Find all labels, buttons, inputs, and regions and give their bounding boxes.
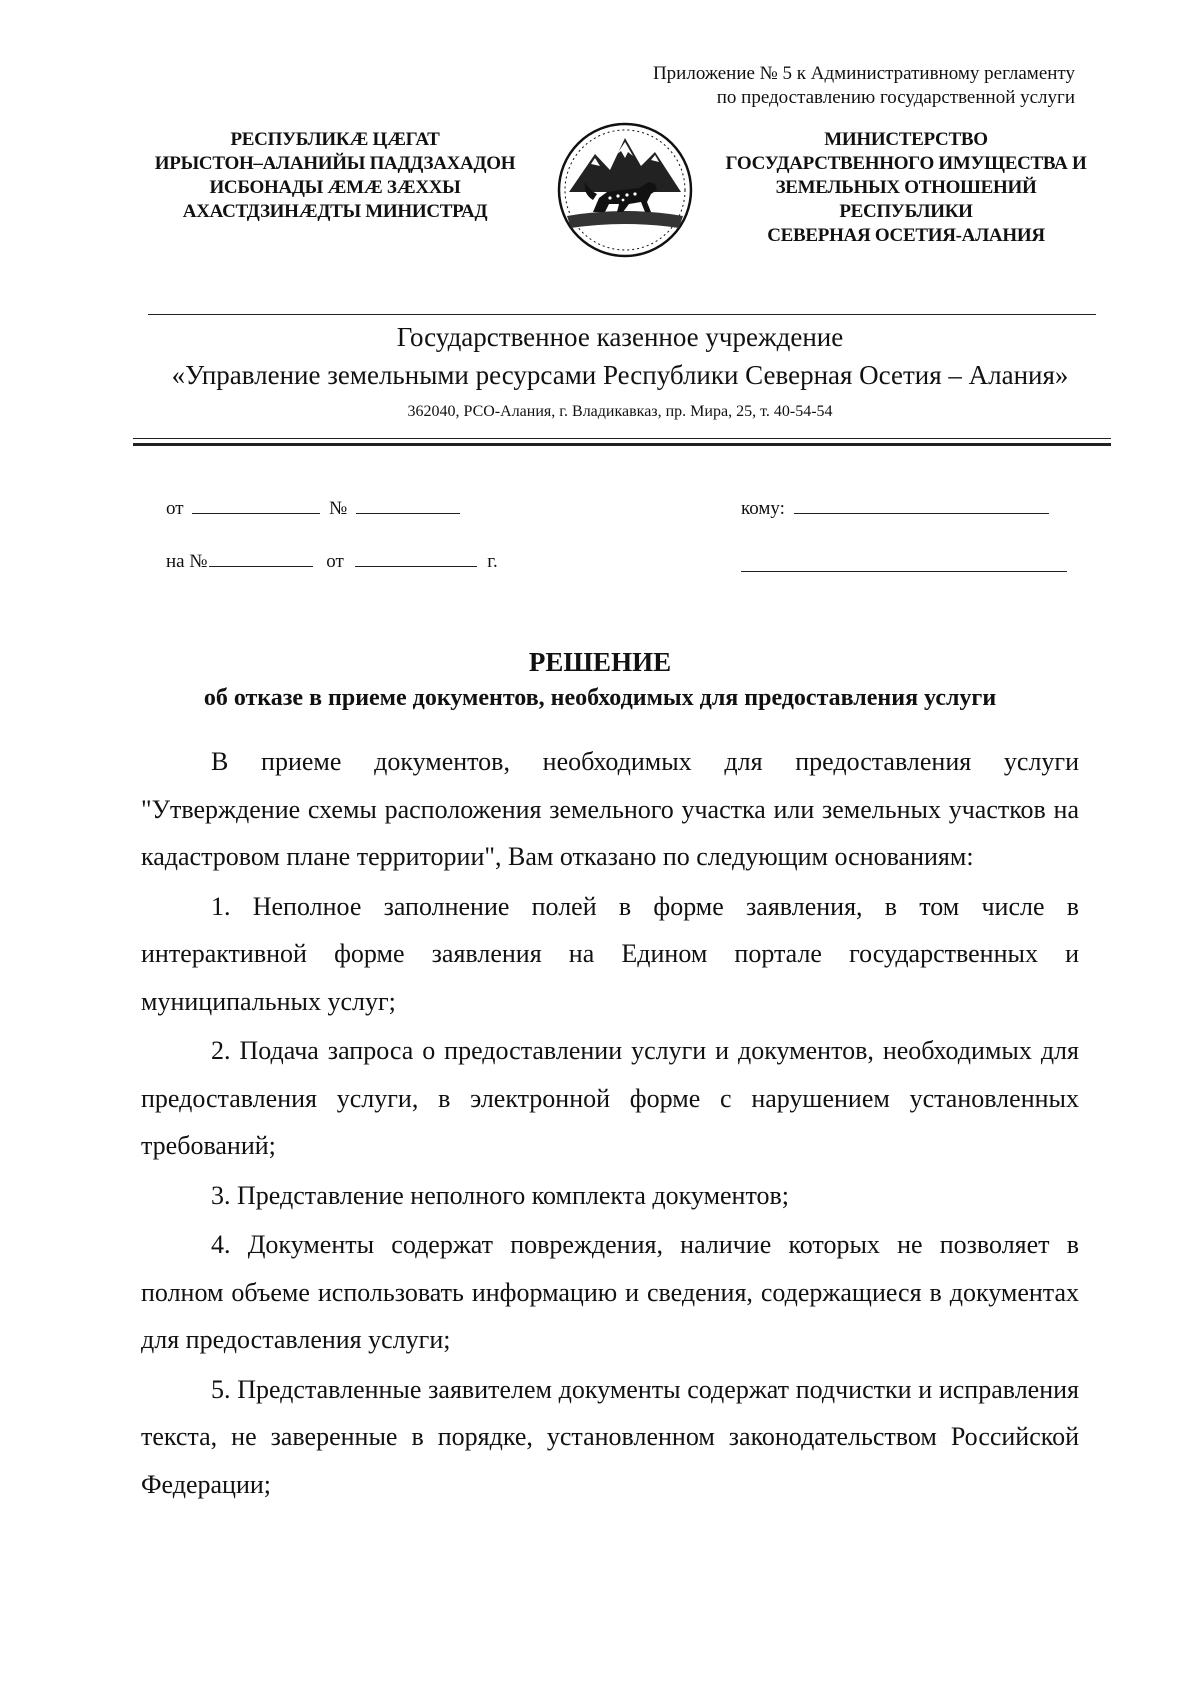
reference-row [166,548,498,575]
body-paragraph-item: 3. Представление неполного комплекта документов; [211,1180,789,1210]
coat-of-arms-emblem-icon [555,120,695,260]
header-right-line: СЕВЕРНАЯ ОСЕТИЯ-АЛАНИЯ [767,225,1045,246]
appendix-line-1: Приложение № 5 к Административному регламенту [652,63,1075,84]
body-paragraph-item: 2. Подача запроса о предоставлении услуги и документов, необходимых для предоставления услуги, в электронной форме с нарушением установленных требований; [141,1036,1079,1160]
label-komu: кому: [741,498,785,519]
institution-line-2: «Управление земельными ресурсами Республики Северная Осетия – Алания» [171,360,1069,390]
label-ot: от [166,498,184,519]
label-ot-2: от [326,551,344,572]
header-right-line: РЕСПУБЛИКИ [839,201,973,222]
header-right-line: ГОСУДАРСТВЕННОГО ИМУЩЕСТВА И [725,153,1087,174]
document-body [141,738,1079,1510]
header-right-line: МИНИСТЕРСТВО [824,129,988,150]
header-left-line: АХАСТДЗИНÆДТЫ МИНИСТРАД [182,201,488,222]
header-left-ministry [130,128,540,224]
header-right-ministry [706,128,1106,248]
appendix-note [653,62,1075,110]
divider-thick [133,443,1111,446]
body-paragraph-item: 1. Неполное заполнение полей в форме заявления, в том числе в интерактивной форме заявления на Едином портале государственных и муниципальных услуг; [141,891,1079,1016]
date-blank[interactable] [192,495,320,514]
recipient-blank-2[interactable] [741,571,1067,572]
header-left-line: РЕСПУБЛИКÆ ЦÆГАТ [230,129,440,150]
number-blank[interactable] [356,495,460,514]
ref-date-blank[interactable] [355,548,477,567]
divider-top [148,314,1096,315]
label-na-number: на № [166,551,208,572]
recipient-row [741,495,1049,522]
header-left-line: ИРЫСТОН–АЛАНИЙЫ ПАДДЗАХАДОН [154,153,516,174]
header-left-line: ИСБОНАДЫ ÆМÆ ЗÆХХЫ [209,177,461,198]
body-paragraph-item: 4. Документы содержат повреждения, наличие которых не позволяет в полном объеме использовать информацию и сведения, содержащиеся в документах для предоставления услуги; [141,1230,1079,1354]
document-title: РЕШЕНИЕ [528,647,672,677]
recipient-blank[interactable] [794,495,1049,514]
institution-address: 362040, РСО-Алания, г. Владикавказ, пр. Мира, 25, т. 40-54-54 [407,403,833,420]
body-paragraph-item: 5. Представленные заявителем документы содержат подчистки и исправления текста, не заверенные в порядке, установленном законодательством Российской Федерации; [141,1374,1079,1499]
document-subtitle: об отказе в приеме документов, необходимых для предоставления услуги [203,685,997,711]
body-paragraph-intro: В приеме документов, необходимых для предоставления услуги "Утверждение схемы расположения земельного участка или земельных участков на кадастровом плане территории", Вам отказано по следующим основаниям: [141,747,1079,871]
appendix-line-2: по предоставлению государственной услуги [716,87,1075,108]
ref-number-blank[interactable] [209,548,313,567]
divider-thin [133,438,1111,439]
institution-line-1: Государственное казенное учреждение [396,322,844,352]
label-year: г. [487,551,498,572]
header-right-line: ЗЕМЕЛЬНЫХ ОТНОШЕНИЙ [775,177,1037,198]
date-number-row [166,495,460,522]
label-number: № [329,498,348,519]
institution-name [100,318,1140,394]
